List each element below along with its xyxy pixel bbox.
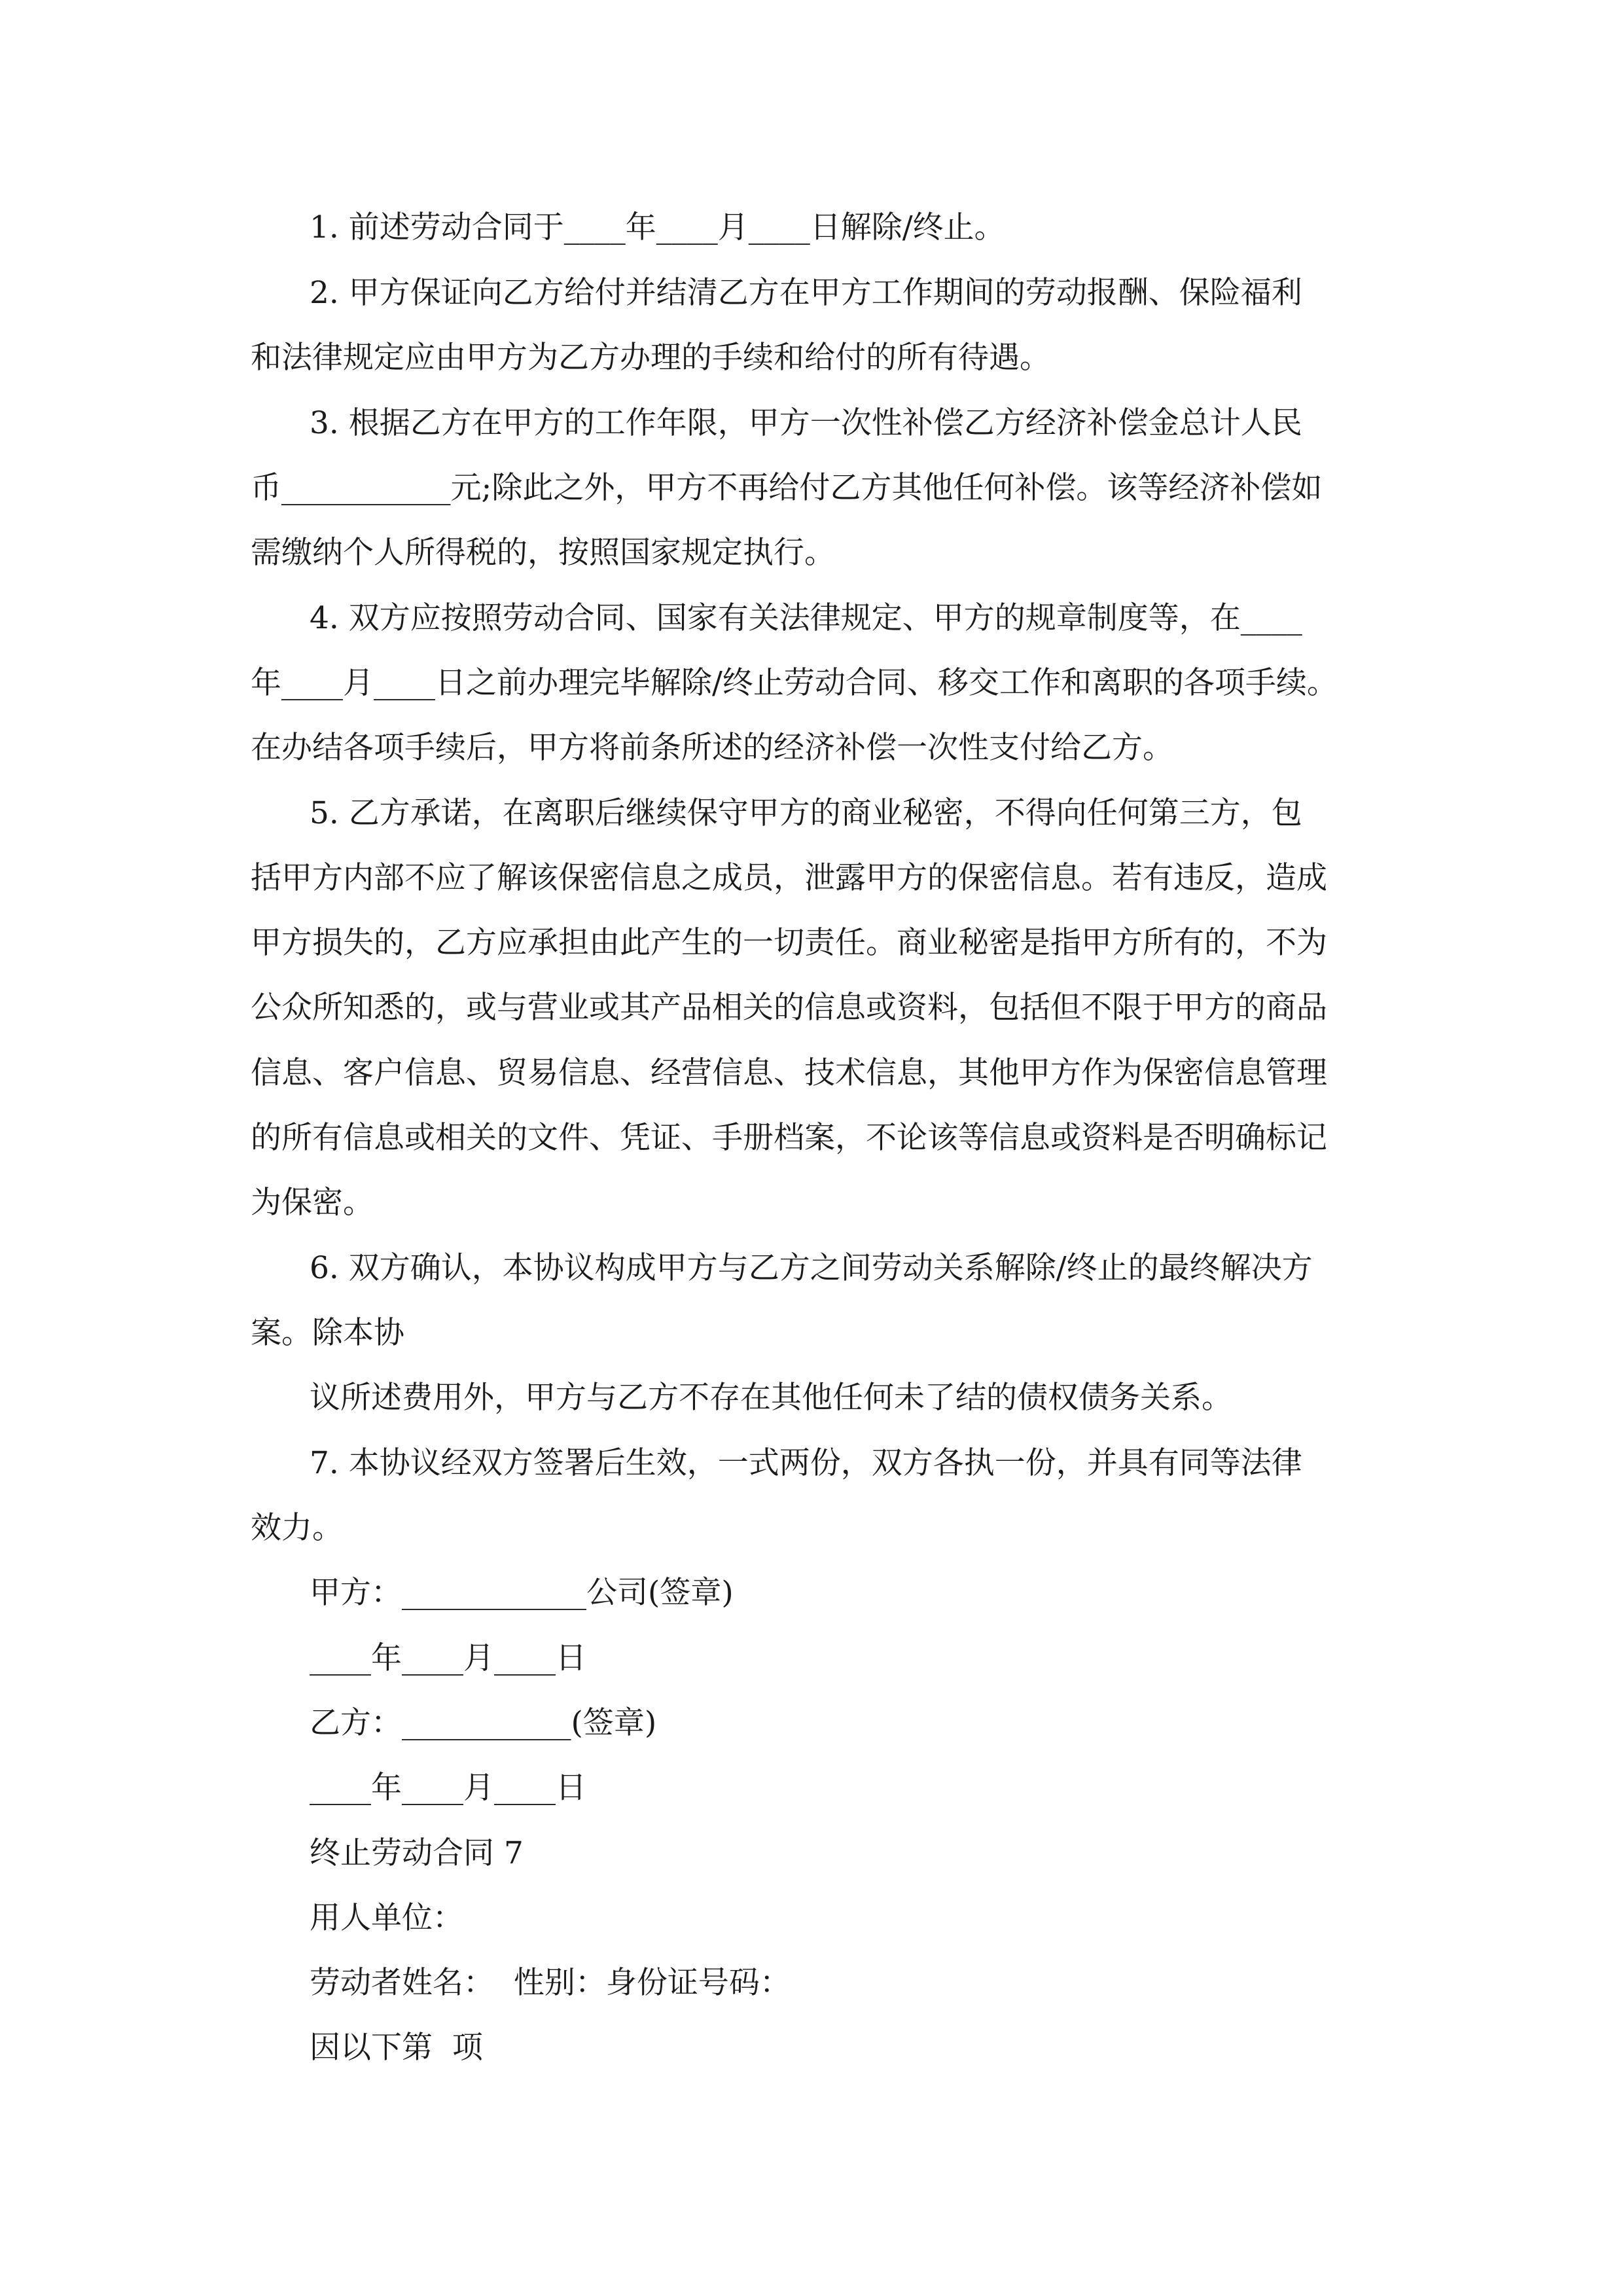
clause-2-line-1: 2. 甲方保证向乙方给付并结清乙方在甲方工作期间的劳动报酬、保险福利 bbox=[310, 275, 1302, 311]
party-b-signature: 乙方：___________(签章) bbox=[310, 1705, 657, 1741]
employer-label: 用人单位： bbox=[310, 1900, 463, 1936]
reason-label: 因以下第 项 bbox=[310, 2030, 483, 2066]
party-b-date: ____年____月____日 bbox=[310, 1770, 586, 1806]
clause-7-line-1: 7. 本协议经双方签署后生效，一式两份，双方各执一份，并具有同等法律 bbox=[310, 1445, 1302, 1481]
party-a-date: ____年____月____日 bbox=[310, 1640, 586, 1676]
clause-3-line-3: 需缴纳个人所得税的，按照国家规定执行。 bbox=[251, 535, 835, 571]
clause-6-line-2: 案。除本协 bbox=[251, 1315, 404, 1351]
section-heading: 终止劳动合同 7 bbox=[310, 1835, 524, 1871]
clause-3-line-1: 3. 根据乙方在甲方的工作年限，甲方一次性补偿乙方经济补偿金总计人民 bbox=[310, 405, 1302, 441]
clause-6-line-3: 议所述费用外，甲方与乙方不存在其他任何未了结的债权债务关系。 bbox=[310, 1380, 1232, 1416]
clause-7-line-2: 效力。 bbox=[251, 1510, 343, 1546]
employee-info-label: 劳动者姓名： 性别：身份证号码： bbox=[310, 1965, 791, 2001]
clause-2-line-2: 和法律规定应由甲方为乙方办理的手续和给付的所有待遇。 bbox=[251, 340, 1050, 376]
clause-6-line-1: 6. 双方确认，本协议构成甲方与乙方之间劳动关系解除/终止的最终解决方 bbox=[310, 1250, 1313, 1286]
party-a-signature: 甲方：____________公司(签章) bbox=[310, 1575, 734, 1611]
clause-4-line-3: 在办结各项手续后，甲方将前条所述的经济补偿一次性支付给乙方。 bbox=[251, 730, 1173, 766]
clause-4-line-1: 4. 双方应按照劳动合同、国家有关法律规定、甲方的规章制度等，在____ bbox=[310, 600, 1302, 636]
clause-5-line-4: 公众所知悉的，或与营业或其产品相关的信息或资料，包括但不限于甲方的商品 bbox=[251, 990, 1327, 1026]
clause-5-line-7: 为保密。 bbox=[251, 1185, 374, 1221]
clause-5-line-3: 甲方损失的，乙方应承担由此产生的一切责任。商业秘密是指甲方所有的，不为 bbox=[251, 925, 1327, 961]
clause-1-line-1: 1. 前述劳动合同于____年____月____日解除/终止。 bbox=[310, 209, 1005, 245]
clause-4-line-2: 年____月____日之前办理完毕解除/终止劳动合同、移交工作和离职的各项手续。 bbox=[251, 665, 1338, 701]
clause-5-line-1: 5. 乙方承诺，在离职后继续保守甲方的商业秘密，不得向任何第三方，包 bbox=[310, 795, 1302, 831]
clause-5-line-5: 信息、客户信息、贸易信息、经营信息、技术信息，其他甲方作为保密信息管理 bbox=[251, 1055, 1327, 1091]
clause-3-line-2: 币___________元;除此之外，甲方不再给付乙方其他任何补偿。该等经济补偿如 bbox=[251, 470, 1323, 506]
clause-5-line-6: 的所有信息或相关的文件、凭证、手册档案，不论该等信息或资料是否明确标记 bbox=[251, 1120, 1327, 1156]
clause-5-line-2: 括甲方内部不应了解该保密信息之成员，泄露甲方的保密信息。若有违反，造成 bbox=[251, 860, 1327, 896]
